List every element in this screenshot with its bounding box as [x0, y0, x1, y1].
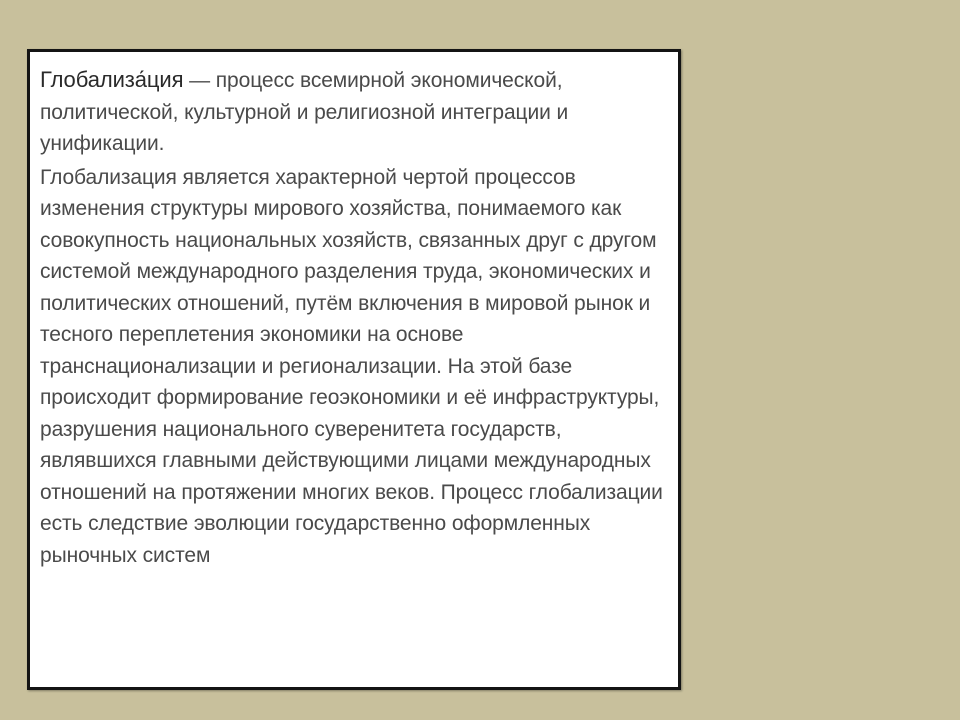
- definition-paragraph: [40, 64, 668, 160]
- text-box: [27, 49, 681, 690]
- definition-term: Глобализа́ция: [40, 67, 184, 92]
- body-paragraph: Глобализация является характерной чертой процессов изменения структуры мирового хозяйства, понимаемого как совокупность национальных хозяйств, связанных друг с другом системой международного разделения труда, экономических и политических отношений, путём включения в мировой рынок и тесного переплетения экономики на основе транснационализации и регионализации. На этой базе происходит формирование геоэкономики и её инфраструктуры, разрушения национального суверенитета государств, являвшихся главными действующими лицами международных отношений на протяжении многих веков. Процесс глобализации есть следствие эволюции государственно оформленных рыночных систем: [40, 165, 663, 567]
- definition-text: — процесс всемирной экономической, политической, культурной и религиозной интеграции и унификации.: [40, 69, 569, 155]
